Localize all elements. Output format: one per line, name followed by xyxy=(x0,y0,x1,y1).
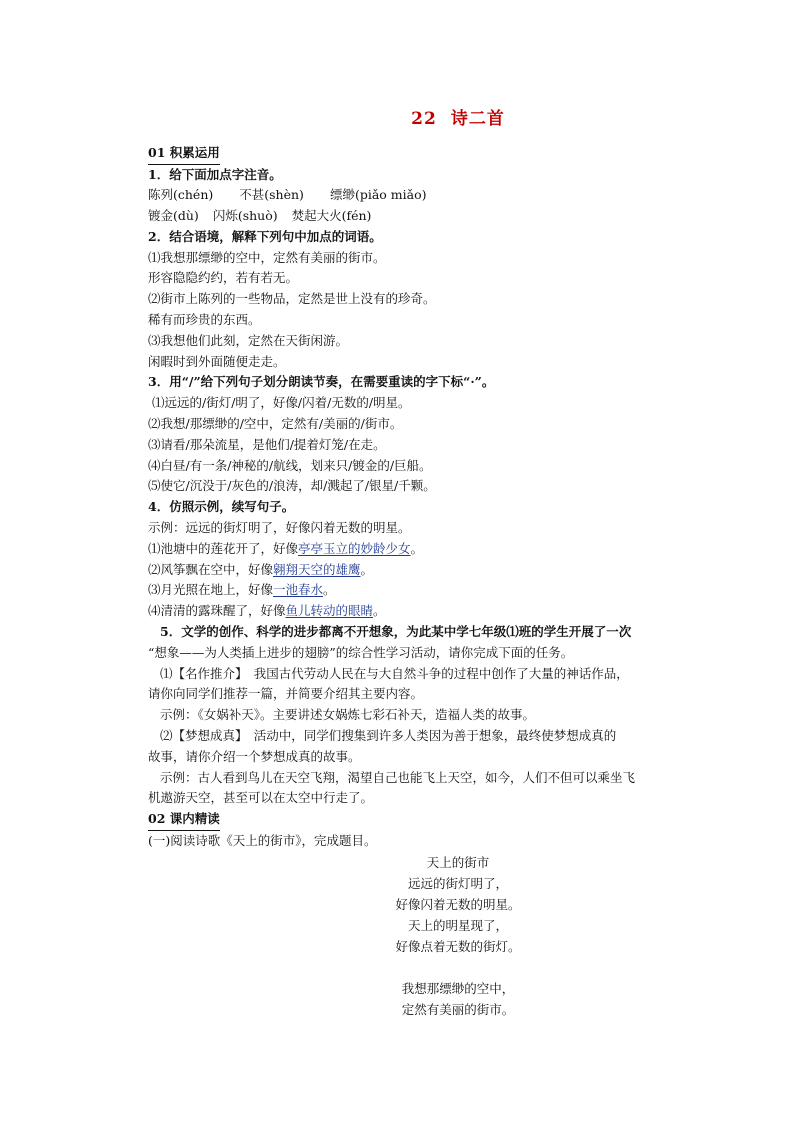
question-4-example: 示例：远远的街灯明了，好像闪着无数的明星。 xyxy=(148,520,411,536)
item-text: ⑷清清的露珠醒了，好像 xyxy=(148,603,286,619)
question-2-answer: 形容隐隐约约，若有若无。 xyxy=(148,270,299,286)
question-5-task-2-example: 示例：古人看到鸟儿在天空飞翔，渴望自己也能飞上天空，如今，人们不但可以乘坐飞 xyxy=(160,769,636,785)
poem-line: 好像闪着无数的明星。 xyxy=(395,896,521,912)
item-text: ⑵风筝飘在空中，好像 xyxy=(148,561,274,577)
item-text: 。 xyxy=(373,603,386,619)
question-5-task-2: ⑵【梦想成真】 活动中，同学们搜集到许多人类因为善于想象，最终使梦想成真的 xyxy=(160,728,617,744)
pinyin-item: 闪烁(shuò) xyxy=(212,208,278,224)
answer-text: 翱翔天空的雄鹰 xyxy=(273,561,361,577)
section-heading-reading: 02 课内精读 xyxy=(148,809,220,831)
answer-text: 鱼儿转动的眼睛 xyxy=(285,603,374,619)
question-1-row-2 xyxy=(148,206,708,227)
item-text: ⑶月光照在地上，好像 xyxy=(148,582,274,598)
poem-line: 天上的明星现了， xyxy=(407,917,508,933)
answer-text: 亭亭玉立的妙龄少女 xyxy=(298,540,411,556)
question-3-item: ⑴远远的/街灯/明了，好像/闪着/无数的/明星。 xyxy=(152,395,411,411)
page-title xyxy=(148,104,708,129)
question-4-stem: 4．仿照示例，续写句子。 xyxy=(148,499,295,515)
question-5-task-2-cont: 故事，请你介绍一个梦想成真的故事。 xyxy=(148,748,361,764)
item-text: 。 xyxy=(410,540,424,556)
pinyin-item: 镀金(dù) xyxy=(148,208,199,224)
pinyin-item: 不甚(shèn) xyxy=(239,187,304,203)
lesson-number: 22 xyxy=(411,109,437,129)
question-2-item: ⑴我想那缥缈的空中，定然有美丽的街市。 xyxy=(148,249,386,265)
question-1-row-1 xyxy=(148,185,708,206)
document-page xyxy=(148,104,708,1020)
question-3-item: ⑷白昼/有一条/神秘的/航线，划来只/镀金的/巨船。 xyxy=(148,457,432,473)
reading-intro: (一)阅读诗歌《天上的街市》，完成题目。 xyxy=(148,832,377,848)
item-text: 。 xyxy=(360,561,374,577)
question-5-task-1-cont: 请你向同学们推荐一篇，并简要介绍其主要内容。 xyxy=(148,686,424,702)
question-4-item xyxy=(148,539,708,560)
question-3-stem: 3．用“/”给下列句子划分朗读节奏，在需要重读的字下标“·”。 xyxy=(148,374,495,390)
poem-title: 天上的街市 xyxy=(426,854,490,870)
question-2-item: ⑶我想他们此刻，定然在天街闲游。 xyxy=(148,332,349,348)
question-5-stem-cont: “想象——为人类插上进步的翅膀”的综合性学习活动，请你完成下面的任务。 xyxy=(148,644,574,660)
pinyin-item: 焚起大火(fén) xyxy=(291,208,372,224)
question-3-item: ⑵我想/那缥缈的/空中，定然有/美丽的/街市。 xyxy=(148,416,403,432)
question-4-item xyxy=(148,560,708,581)
poem xyxy=(148,852,708,1020)
question-5-task-1-example: 示例：《女娲补天》。主要讲述女娲炼七彩石补天，造福人类的故事。 xyxy=(160,707,536,723)
section-heading-accumulation: 01 积累运用 xyxy=(148,143,220,165)
question-4-item xyxy=(148,580,708,601)
lesson-title: 诗二首 xyxy=(450,109,505,129)
question-2-answer: 闲暇时到外面随便走走。 xyxy=(148,353,286,369)
question-1-stem: 1．给下面加点字注音。 xyxy=(148,166,282,182)
item-text: 。 xyxy=(323,582,336,598)
poem-line: 我想那缥缈的空中， xyxy=(401,980,515,996)
item-text: ⑴池塘中的莲花开了，好像 xyxy=(148,540,299,556)
answer-text: 一池春水 xyxy=(273,582,324,598)
question-4-item xyxy=(148,601,708,622)
question-5-task-2-example-cont: 机遨游天空，甚至可以在太空中行走了。 xyxy=(148,790,374,806)
question-2-item: ⑵街市上陈列的一些物品，定然是世上没有的珍奇。 xyxy=(148,291,436,307)
poem-line: 好像点着无数的街灯。 xyxy=(395,938,521,954)
question-5-task-1: ⑴【名作推介】 我国古代劳动人民在与大自然斗争的过程中创作了大量的神话作品， xyxy=(160,665,629,681)
question-2-answer: 稀有而珍贵的东西。 xyxy=(148,312,261,328)
pinyin-item: 陈列(chén) xyxy=(148,187,214,203)
question-3-item: ⑶请看/那朵流星，是他们/提着灯笼/在走。 xyxy=(148,436,386,452)
pinyin-item: 缥缈(piǎo miǎo) xyxy=(329,187,427,203)
question-2-stem: 2．结合语境，解释下列句中加点的词语。 xyxy=(148,228,382,244)
question-5-stem: 5．文学的创作、科学的进步都离不开想象，为此某中学七年级⑴班的学生开展了一次 xyxy=(160,624,632,640)
question-3-item: ⑸使它/沉没于/灰色的/浪涛，却/溅起了/银星/千颗。 xyxy=(148,478,436,494)
poem-line: 定然有美丽的街市。 xyxy=(401,1001,515,1017)
poem-line: 远远的街灯明了， xyxy=(407,875,508,891)
